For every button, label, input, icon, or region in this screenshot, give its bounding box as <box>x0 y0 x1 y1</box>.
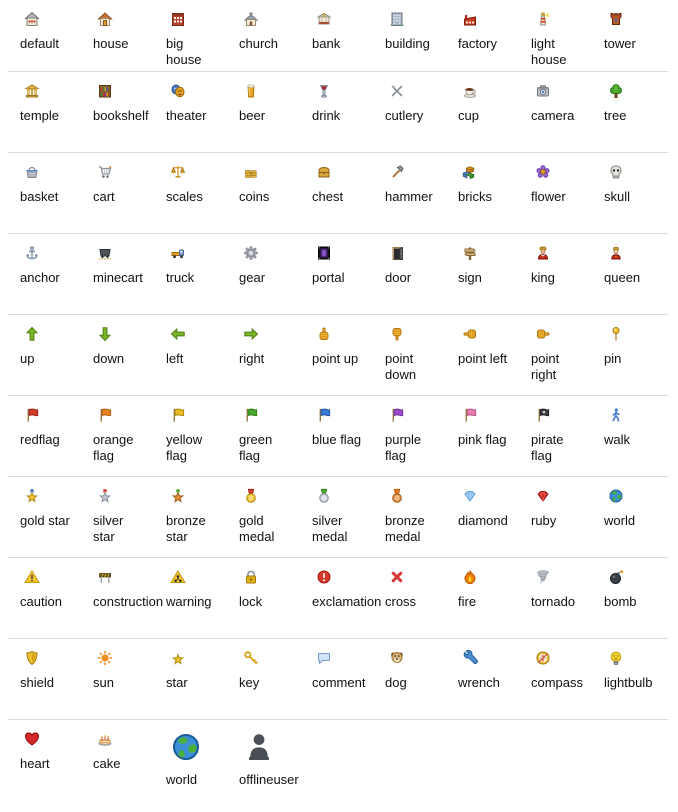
sign-icon <box>462 245 519 261</box>
minecart-icon <box>97 245 154 261</box>
basket-icon <box>24 164 81 180</box>
icon-cell-construction <box>81 558 164 638</box>
greenflag-icon <box>243 407 300 423</box>
world-icon <box>170 731 227 763</box>
icon-cell-tornado <box>519 558 592 638</box>
lighthouse-label: light house <box>531 36 567 67</box>
icon-cell-truck <box>154 234 227 314</box>
icon-cell-portal <box>300 234 373 314</box>
scales-label: scales <box>166 189 203 204</box>
icon-cell-chest <box>300 153 373 233</box>
icon-cell-compass <box>519 639 592 719</box>
wrench-label: wrench <box>458 675 500 690</box>
exclamation-icon <box>316 569 373 585</box>
icon-cell-fire <box>446 558 519 638</box>
left-label: left <box>166 351 184 366</box>
icon-cell-goldmedal <box>227 477 300 557</box>
icon-cell-basket <box>8 153 81 233</box>
hammer-icon <box>389 164 446 180</box>
bookshelf-label: bookshelf <box>93 108 149 123</box>
up-icon <box>24 326 81 342</box>
pointdown-label: point down <box>385 351 417 382</box>
icon-cell-exclamation <box>300 558 382 638</box>
icon-cell-pointdown <box>373 315 446 395</box>
cutlery-label: cutlery <box>385 108 424 123</box>
world-label: world <box>166 772 198 787</box>
lightbulb-label: lightbulb <box>604 675 653 690</box>
icon-cell-shield <box>8 639 81 719</box>
icon-cell-queen <box>592 234 665 314</box>
skull-label: skull <box>604 189 631 204</box>
icon-cell-pin <box>592 315 665 395</box>
bookshelf-icon <box>97 83 154 99</box>
factory-label: factory <box>458 36 498 51</box>
icon-cell-tower <box>592 0 665 71</box>
construction-label: construction <box>93 594 164 609</box>
icon-cell-lightbulb <box>592 639 665 719</box>
icon-cell-pointup <box>300 315 373 395</box>
icon-cell-pointright <box>519 315 592 395</box>
queen-icon <box>608 245 665 261</box>
icon-row <box>8 720 668 812</box>
offlineuser-label: offlineuser <box>239 772 299 787</box>
sun-icon <box>97 650 154 666</box>
sign-label: sign <box>458 270 482 285</box>
star-icon <box>170 650 227 666</box>
icon-cell-bricks <box>446 153 519 233</box>
up-label: up <box>20 351 35 366</box>
bricks-label: bricks <box>458 189 492 204</box>
icon-cell-flower <box>519 153 592 233</box>
redflag-icon <box>24 407 81 423</box>
cup-label: cup <box>458 108 479 123</box>
temple-label: temple <box>20 108 60 123</box>
icon-cell-king <box>519 234 592 314</box>
factory-icon <box>462 11 519 27</box>
svg-text:$: $ <box>322 13 326 19</box>
icon-cell-purpleflag <box>373 396 446 476</box>
building-icon <box>389 11 446 27</box>
purpleflag-icon <box>389 407 446 423</box>
pointright-label: point right <box>531 351 560 382</box>
icon-grid <box>8 0 668 812</box>
temple-icon <box>24 83 81 99</box>
goldstar-label: gold star <box>20 513 70 528</box>
key-icon <box>243 650 300 666</box>
basket-label: basket <box>20 189 59 204</box>
pointleft-label: point left <box>458 351 508 366</box>
icon-cell-world <box>592 477 665 557</box>
cart-icon <box>97 164 154 180</box>
icon-row <box>8 396 668 477</box>
bronzestar-icon <box>170 488 227 504</box>
house-icon <box>97 11 154 27</box>
icon-row <box>8 153 668 234</box>
icon-cell-default <box>8 0 81 71</box>
warning-icon <box>170 569 227 585</box>
tower-label: tower <box>604 36 636 51</box>
icon-cell-key <box>227 639 300 719</box>
icon-cell-cross <box>373 558 446 638</box>
camera-label: camera <box>531 108 575 123</box>
bomb-label: bomb <box>604 594 637 609</box>
dog-icon <box>389 650 446 666</box>
pin-label: pin <box>604 351 622 366</box>
icon-cell-beer <box>227 72 300 152</box>
right-label: right <box>239 351 265 366</box>
icon-cell-offlineuser <box>227 720 300 812</box>
coins-icon <box>243 164 300 180</box>
icon-row <box>8 639 668 720</box>
icon-cell-pointleft <box>446 315 519 395</box>
camera-icon <box>535 83 592 99</box>
sun-label: sun <box>93 675 114 690</box>
tornado-label: tornado <box>531 594 576 609</box>
down-icon <box>97 326 154 342</box>
cross-icon <box>389 569 446 585</box>
greenflag-label: green flag <box>239 432 273 463</box>
default-icon <box>24 11 81 27</box>
icon-cell-heart <box>8 720 81 812</box>
bricks-icon <box>462 164 519 180</box>
key-label: key <box>239 675 260 690</box>
lock-icon <box>243 569 300 585</box>
icon-row <box>8 477 668 558</box>
bronzemedal-icon <box>389 488 446 504</box>
cart-label: cart <box>93 189 115 204</box>
icon-cell-theater <box>154 72 227 152</box>
beer-label: beer <box>239 108 266 123</box>
church-icon <box>243 11 300 27</box>
icon-cell-factory <box>446 0 519 71</box>
icon-cell-up <box>8 315 81 395</box>
icon-cell-door <box>373 234 446 314</box>
icon-row <box>8 72 668 153</box>
hammer-label: hammer <box>385 189 433 204</box>
construction-icon <box>97 569 154 585</box>
tornado-icon <box>535 569 592 585</box>
tree-icon <box>608 83 665 99</box>
ruby-icon <box>535 488 592 504</box>
icon-cell-warning <box>154 558 227 638</box>
gear-label: gear <box>239 270 266 285</box>
right-icon <box>243 326 300 342</box>
icon-cell-greenflag <box>227 396 300 476</box>
compass-icon <box>535 650 592 666</box>
chest-icon <box>316 164 373 180</box>
cup-icon <box>462 83 519 99</box>
drink-label: drink <box>312 108 341 123</box>
walk-label: walk <box>604 432 631 447</box>
icon-cell-redflag <box>8 396 81 476</box>
icon-cell-skull <box>592 153 665 233</box>
icon-cell-coins <box>227 153 300 233</box>
icon-cell-cart <box>81 153 154 233</box>
icon-cell-bomb <box>592 558 665 638</box>
skull-icon <box>608 164 665 180</box>
icon-cell-scales <box>154 153 227 233</box>
beer-icon <box>243 83 300 99</box>
flower-icon <box>535 164 592 180</box>
compass-label: compass <box>531 675 584 690</box>
door-label: door <box>385 270 412 285</box>
pointup-label: point up <box>312 351 359 366</box>
icon-cell-comment <box>300 639 373 719</box>
cutlery-icon <box>389 83 446 99</box>
king-label: king <box>531 270 555 285</box>
caution-icon <box>24 569 81 585</box>
lock-label: lock <box>239 594 263 609</box>
tree-label: tree <box>604 108 627 123</box>
shield-label: shield <box>20 675 54 690</box>
pin-icon <box>608 326 665 342</box>
pinkflag-icon <box>462 407 519 423</box>
purpleflag-label: purple flag <box>385 432 422 463</box>
icon-cell-temple <box>8 72 81 152</box>
wrench-icon <box>462 650 519 666</box>
yellowflag-icon <box>170 407 227 423</box>
comment-icon <box>316 650 373 666</box>
coins-label: coins <box>239 189 270 204</box>
icon-row <box>8 0 668 72</box>
silvermedal-icon <box>316 488 373 504</box>
portal-icon <box>316 245 373 261</box>
icon-cell-orangeflag <box>81 396 154 476</box>
icon-cell-bronzemedal <box>373 477 446 557</box>
icon-cell-cup <box>446 72 519 152</box>
icon-row <box>8 558 668 639</box>
scales-icon <box>170 164 227 180</box>
down-label: down <box>93 351 125 366</box>
bighouse-label: big house <box>166 36 202 67</box>
icon-cell-left <box>154 315 227 395</box>
icon-cell-cutlery <box>373 72 446 152</box>
silverstar-label: silver star <box>93 513 124 544</box>
blueflag-icon <box>316 407 373 423</box>
icon-cell-building <box>373 0 446 71</box>
lighthouse-icon <box>535 11 592 27</box>
icon-cell-blueflag <box>300 396 373 476</box>
icon-cell-lock <box>227 558 300 638</box>
anchor-label: anchor <box>20 270 60 285</box>
icon-cell-house <box>81 0 154 71</box>
shield-icon <box>24 650 81 666</box>
cross-label: cross <box>385 594 417 609</box>
icon-cell-drink <box>300 72 373 152</box>
pointright-icon <box>535 326 592 342</box>
bronzestar-label: bronze star <box>166 513 206 544</box>
fire-icon <box>462 569 519 585</box>
icon-cell-yellowflag <box>154 396 227 476</box>
icon-cell-caution <box>8 558 81 638</box>
pirateflag-label: pirate flag <box>531 432 564 463</box>
bomb-icon <box>608 569 665 585</box>
icon-cell-cake <box>81 720 154 812</box>
pointleft-icon <box>462 326 519 342</box>
icon-cell-dog <box>373 639 446 719</box>
icon-cell-star <box>154 639 227 719</box>
icon-cell-minecart <box>81 234 154 314</box>
icon-cell-goldstar <box>8 477 81 557</box>
icon-cell-pinkflag <box>446 396 519 476</box>
silverstar-icon <box>97 488 154 504</box>
goldstar-icon <box>24 488 81 504</box>
icon-cell-church <box>227 0 300 71</box>
icon-cell-anchor <box>8 234 81 314</box>
ruby-label: ruby <box>531 513 557 528</box>
dog-label: dog <box>385 675 407 690</box>
world-icon <box>608 488 665 504</box>
default-label: default <box>20 36 60 51</box>
left-icon <box>170 326 227 342</box>
cake-icon <box>97 731 154 747</box>
comment-label: comment <box>312 675 366 690</box>
icon-cell-hammer <box>373 153 446 233</box>
goldmedal-label: gold medal <box>239 513 275 544</box>
anchor-icon <box>24 245 81 261</box>
icon-cell-pirateflag <box>519 396 592 476</box>
church-label: church <box>239 36 279 51</box>
pointdown-icon <box>389 326 446 342</box>
yellowflag-label: yellow flag <box>166 432 203 463</box>
orangeflag-label: orange flag <box>93 432 134 463</box>
heart-icon <box>24 731 81 747</box>
portal-label: portal <box>312 270 345 285</box>
cake-label: cake <box>93 756 121 771</box>
pointup-icon <box>316 326 373 342</box>
diamond-icon <box>462 488 519 504</box>
door-icon <box>389 245 446 261</box>
bank-label: bank <box>312 36 341 51</box>
star-label: star <box>166 675 188 690</box>
pinkflag-label: pink flag <box>458 432 507 447</box>
warning-label: warning <box>166 594 212 609</box>
chest-label: chest <box>312 189 344 204</box>
world-label: world <box>604 513 636 528</box>
icon-cell-bronzestar <box>154 477 227 557</box>
king-icon <box>535 245 592 261</box>
icon-cell-tree <box>592 72 665 152</box>
redflag-label: redflag <box>20 432 60 447</box>
truck-icon <box>170 245 227 261</box>
icon-cell-sun <box>81 639 154 719</box>
house-label: house <box>93 36 129 51</box>
walk-icon <box>608 407 665 423</box>
pirateflag-icon <box>535 407 592 423</box>
icon-cell-gear <box>227 234 300 314</box>
icon-cell-camera <box>519 72 592 152</box>
icon-cell-down <box>81 315 154 395</box>
truck-label: truck <box>166 270 195 285</box>
icon-cell-silverstar <box>81 477 154 557</box>
icon-cell-bighouse <box>154 0 227 71</box>
icon-cell-bank <box>300 0 373 71</box>
gear-icon <box>243 245 300 261</box>
icon-cell-world <box>154 720 227 812</box>
building-label: building <box>385 36 430 51</box>
blueflag-label: blue flag <box>312 432 362 447</box>
bank-icon <box>316 11 373 27</box>
theater-label: theater <box>166 108 207 123</box>
exclamation-label: exclamation <box>312 594 382 609</box>
caution-label: caution <box>20 594 62 609</box>
heart-label: heart <box>20 756 50 771</box>
diamond-label: diamond <box>458 513 508 528</box>
fire-label: fire <box>458 594 477 609</box>
icon-row <box>8 234 668 315</box>
icon-cell-right <box>227 315 300 395</box>
minecart-label: minecart <box>93 270 143 285</box>
icon-cell-ruby <box>519 477 592 557</box>
offlineuser-icon <box>243 731 300 763</box>
tower-icon <box>608 11 665 27</box>
theater-icon <box>170 83 227 99</box>
orangeflag-icon <box>97 407 154 423</box>
icon-cell-wrench <box>446 639 519 719</box>
lightbulb-icon <box>608 650 665 666</box>
flower-label: flower <box>531 189 566 204</box>
bronzemedal-label: bronze medal <box>385 513 425 544</box>
icon-cell-bookshelf <box>81 72 154 152</box>
goldmedal-icon <box>243 488 300 504</box>
drink-icon <box>316 83 373 99</box>
icon-cell-silvermedal <box>300 477 373 557</box>
silvermedal-label: silver medal <box>312 513 348 544</box>
icon-cell-lighthouse <box>519 0 592 71</box>
bighouse-icon <box>170 11 227 27</box>
icon-cell-walk <box>592 396 665 476</box>
icon-cell-diamond <box>446 477 519 557</box>
icon-row <box>8 315 668 396</box>
icon-cell-sign <box>446 234 519 314</box>
queen-label: queen <box>604 270 641 285</box>
